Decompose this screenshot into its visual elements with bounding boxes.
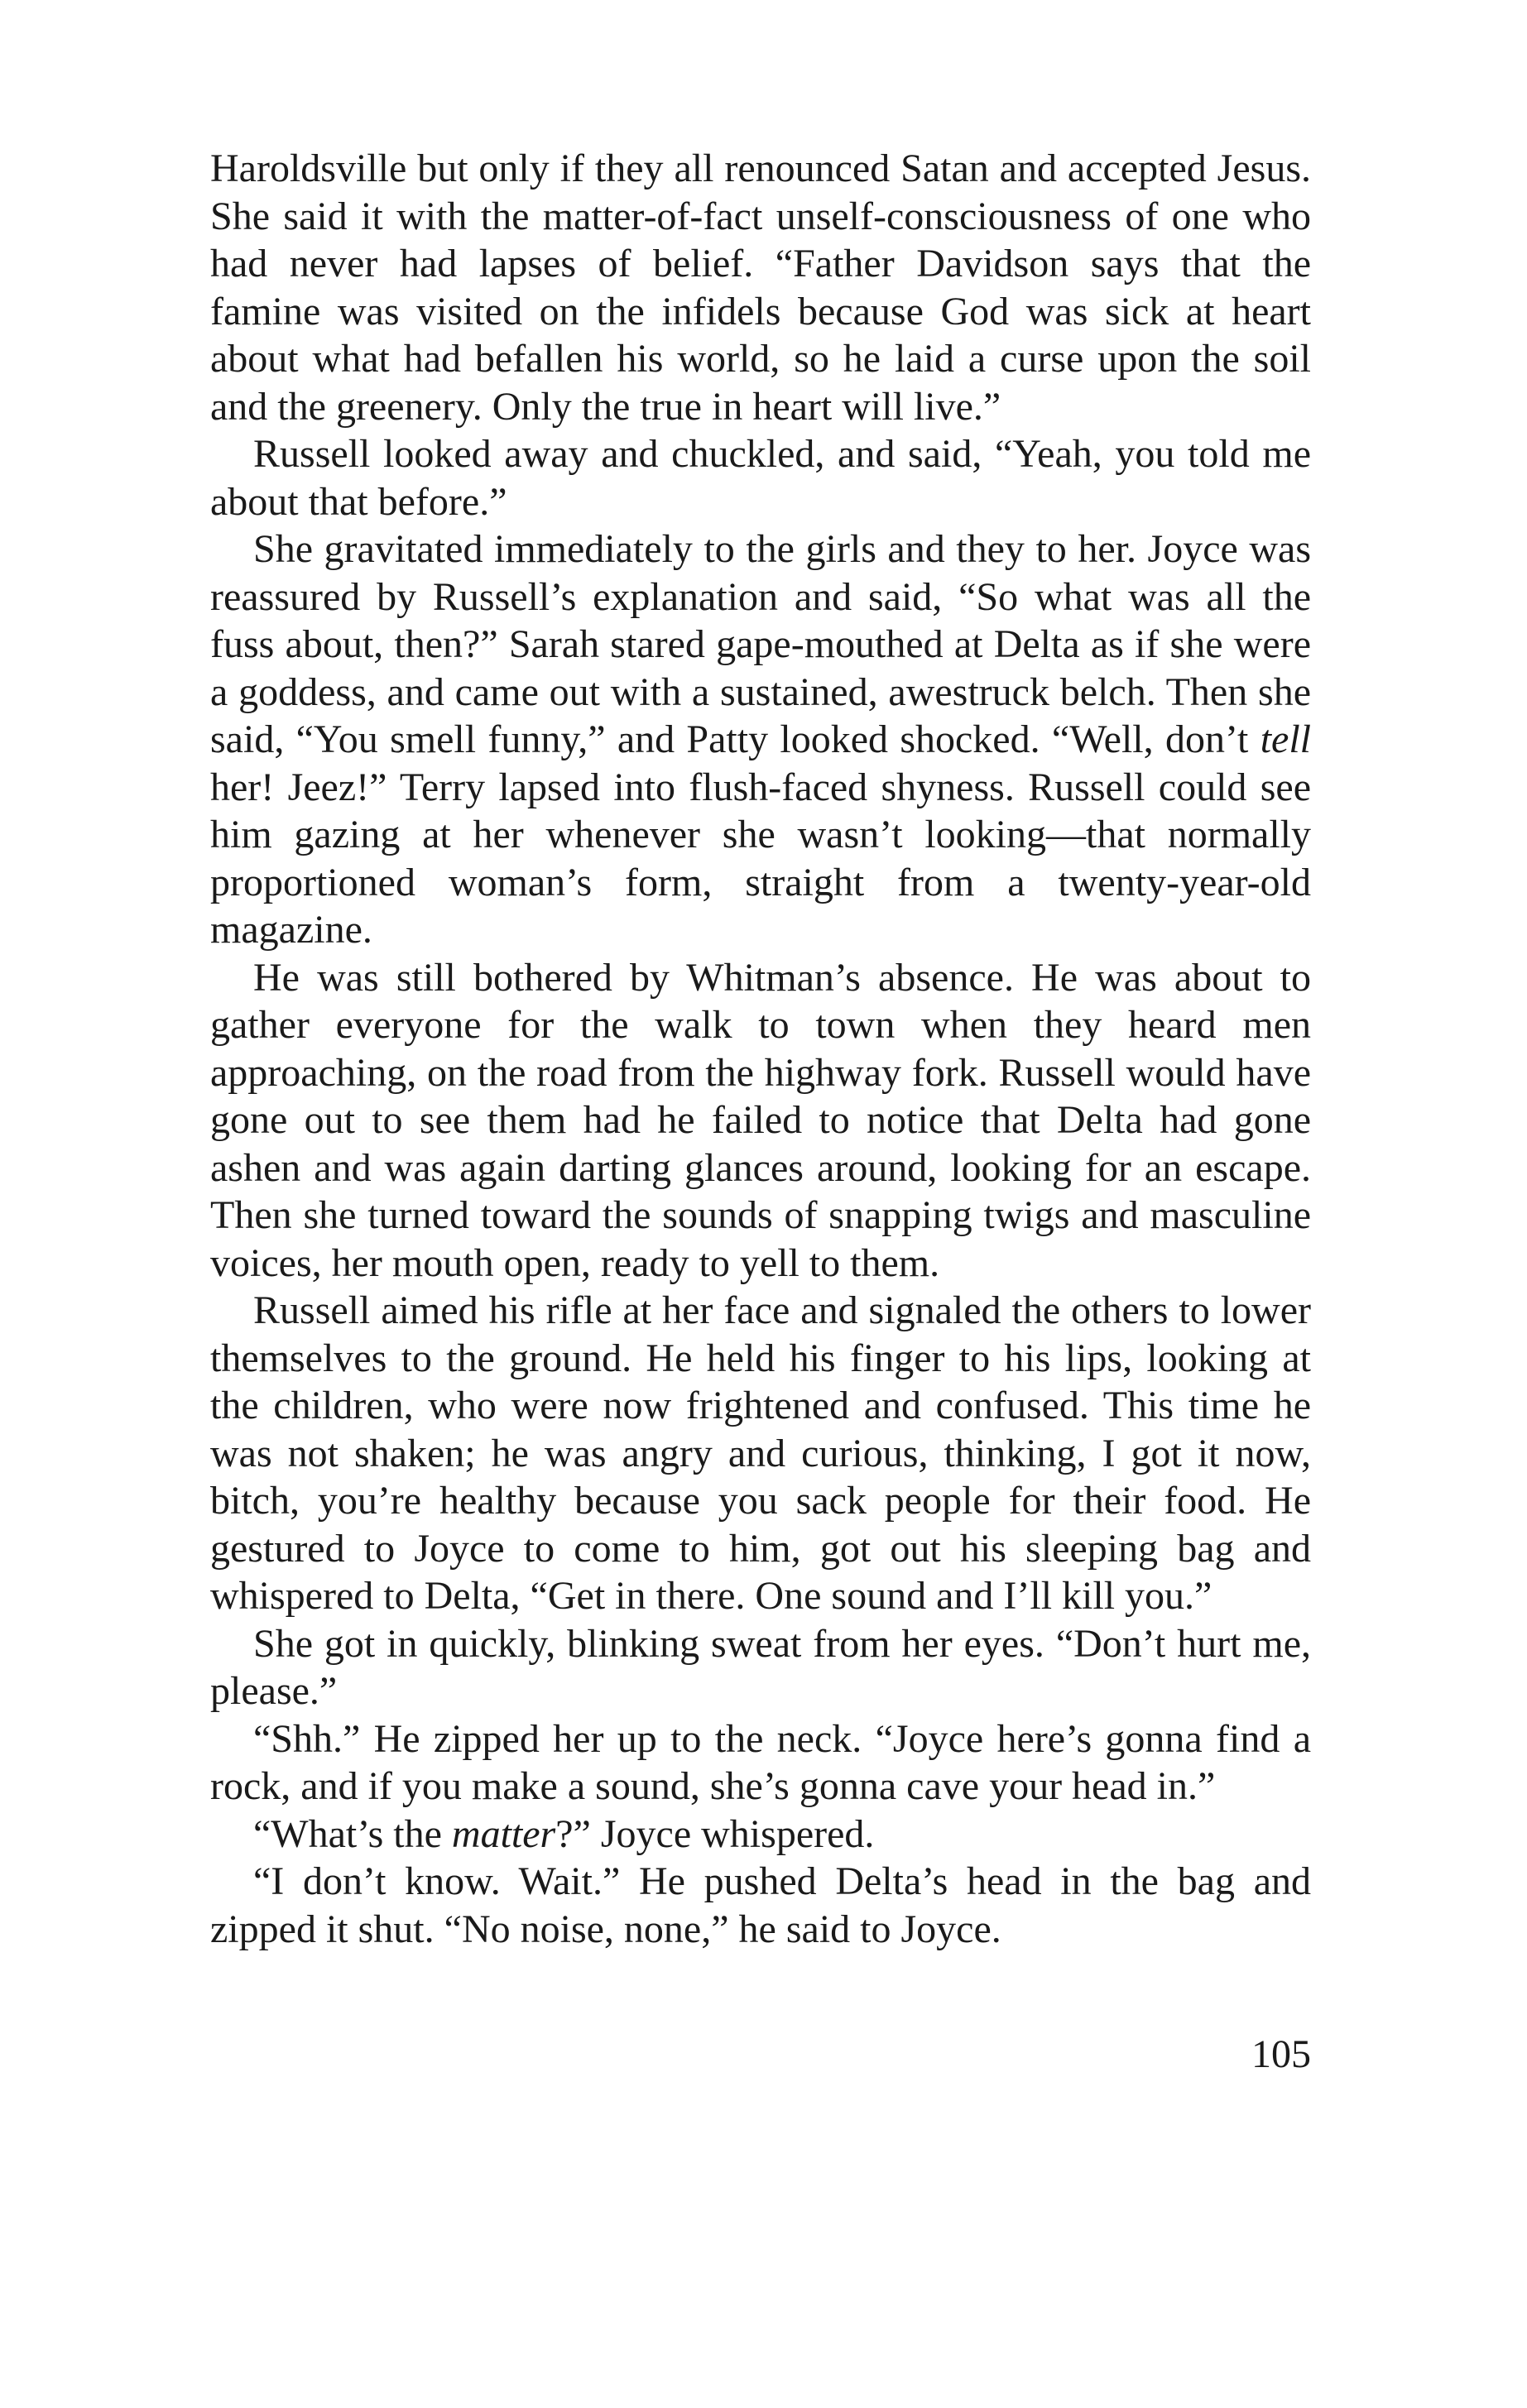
paragraph: Haroldsville but only if they all renounced Satan and accepted Jesus. She said it with the matter-of-fact unself-consciousness of one who had never had lapses of belief. “Father Davidson says that the famine was visited on the infidels because God was sick at heart about what had befallen his world, so he laid a curse upon the soil and the greenery. Only the true in heart will live.” — [210, 146, 1311, 429]
paragraph: Russell aimed his rifle at her face and signaled the others to lower themselves to the ground. He held his finger to his lips, looking at the children, who were now frightened and confused. This time he was not shaken; he was angry and curious, thinking, I got it now, bitch, you’re healthy because you sack people for their food. He gestured to Joyce to come to him, got out his sleeping bag and whispered to Delta, “Get in there. One sound and I’ll kill you.” — [210, 1288, 1311, 1618]
paragraph: She gravitated immediately to the girls and they to her. Joyce was reassured by Russell’s explanation and said, “So what was all the fuss about, then?” Sarah stared gape-mouthed at Delta as if she were a goddess, and came out with a sustained, awestruck belch. Then she said, “You smell funny,” and Patty looked shocked. “Well, don’t tell her! Jeez!” Terry lapsed into flush-faced shyness. Russell could see him gazing at her whenever she wasn’t looking—that normally proportioned woman’s form, straight from a twenty-year-old magazine. — [210, 527, 1311, 952]
paragraph: He was still bothered by Whitman’s absence. He was about to gather everyone for the walk to town when they heard men approaching, on the road from the highway fork. Russell would have gone out to see them had he failed to notice that Delta had gone ashen and was again darting glances around, looking for an escape. Then she turned toward the sounds of snapping twigs and masculine voices, her mouth open, ready to yell to them. — [210, 955, 1311, 1285]
paragraph: “What’s the matter?” Joyce whispered. — [253, 1811, 875, 1856]
paragraph: She got in quickly, blinking sweat from her eyes. “Don’t hurt me, please.” — [210, 1621, 1311, 1713]
paragraph: “I don’t know. Wait.” He pushed Delta’s head in the bag and zipped it shut. “No noise, none,” he said to Joyce. — [210, 1859, 1311, 1951]
paragraph: Russell looked away and chuckled, and said, “Yeah, you told me about that before.” — [210, 432, 1311, 524]
body-text — [210, 145, 1311, 1953]
page-number: 105 — [1251, 2032, 1311, 2076]
paragraph: “Shh.” He zipped her up to the neck. “Joyce here’s gonna find a rock, and if you make a sound, she’s gonna cave your head in.” — [210, 1716, 1311, 1808]
